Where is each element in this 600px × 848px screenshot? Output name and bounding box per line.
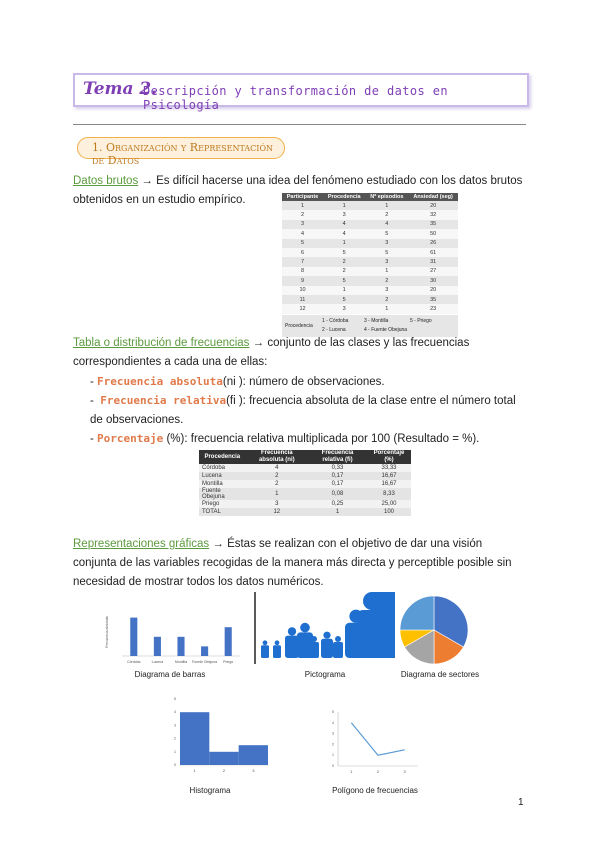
tick-label: Córdoba	[127, 660, 141, 664]
table-cell: 5	[323, 276, 365, 285]
pie-chart	[396, 592, 480, 668]
table-cell: Córdoba	[199, 464, 246, 472]
y-tick-label: 0	[332, 764, 334, 768]
section-heading: 1. Organización y Representación de Datos	[92, 141, 274, 167]
y-tick-label: 5	[332, 710, 334, 714]
table-cell: 5	[323, 295, 365, 304]
table-cell: 2	[365, 295, 408, 304]
abbr: (ni ):	[222, 376, 250, 388]
table-cell: 11	[282, 295, 323, 304]
y-tick-label: 4	[174, 710, 176, 715]
bar	[154, 637, 161, 656]
table-cell: 1	[323, 239, 365, 248]
table-row	[199, 472, 411, 480]
tick-label: 3	[252, 768, 255, 773]
table-cell: Lucena	[199, 472, 246, 480]
raw-data-table	[282, 193, 458, 314]
frequency-polygon	[310, 700, 425, 784]
table-row	[282, 201, 458, 210]
desc: número de observaciones.	[249, 376, 385, 388]
bar	[201, 646, 208, 656]
table-cell: 1	[246, 488, 308, 500]
y-tick-label: 1	[174, 749, 176, 754]
table-cell: 25,00	[367, 500, 411, 508]
table-cell: 0,17	[308, 480, 367, 488]
table-row	[282, 248, 458, 257]
table-cell: 61	[408, 248, 458, 257]
legend-item: 5 - Priego	[410, 317, 432, 324]
table-cell: 5	[365, 229, 408, 238]
table-cell: 5	[282, 239, 323, 248]
page-number: 1	[518, 797, 524, 808]
list-item: - Porcentaje (%): frecuencia relativa multiplicada por 100 (Resultado = %).	[90, 432, 480, 445]
legend-item: 2 - Lucena	[322, 326, 346, 333]
table-cell: 1	[323, 286, 365, 295]
table-cell: 31	[408, 257, 458, 266]
person-icon-head	[335, 636, 341, 642]
person-icon-head	[300, 623, 310, 633]
table-cell: 7	[282, 257, 323, 266]
pictogram	[253, 592, 395, 668]
table-cell: 0,33	[308, 464, 367, 472]
y-tick-label: 3	[174, 723, 176, 728]
table-cell: 5	[323, 248, 365, 257]
desc: frecuencia absoluta de la clase entre el número total de observaciones.	[90, 395, 516, 426]
table-cell: 33,33	[367, 464, 411, 472]
tabla-text: conjunto de las clases y las frecuencias correspondientes a cada una de ellas:	[73, 337, 470, 368]
table-row	[282, 295, 458, 304]
table-cell: 3	[365, 257, 408, 266]
table-cell: 23	[408, 304, 458, 313]
histogram	[150, 693, 272, 783]
table-cell: 3	[282, 220, 323, 229]
representaciones-paragraph	[73, 535, 523, 592]
datos-brutos-term: Datos brutos	[73, 175, 139, 187]
tick-label: Priego	[223, 660, 234, 664]
abbr: (%):	[163, 433, 191, 445]
person-icon-head	[311, 636, 317, 642]
tick-label: 1	[350, 769, 353, 774]
table-cell: 9	[282, 276, 323, 285]
tick-label: 2	[376, 769, 380, 774]
table-cell: 16,67	[367, 472, 411, 480]
arrow: →	[138, 175, 157, 187]
table-row	[282, 257, 458, 266]
table-cell: 50	[408, 229, 458, 238]
chapter-title-box	[73, 73, 529, 112]
table-cell: 12	[282, 304, 323, 313]
column-header: Porcentaje (%)	[367, 450, 411, 464]
table-cell: 1	[365, 304, 408, 313]
table-cell: 12	[246, 508, 308, 516]
table-cell: 1	[365, 267, 408, 276]
table-cell: 4	[365, 220, 408, 229]
table-cell: 35	[408, 220, 458, 229]
table-cell: 8,33	[367, 488, 411, 500]
table-cell: 1	[365, 201, 408, 210]
histogram-bar	[239, 745, 268, 765]
table-cell: 20	[408, 201, 458, 210]
divider	[73, 124, 526, 125]
table-cell: TOTAL	[199, 508, 246, 516]
table-cell: Priego	[199, 500, 246, 508]
table-cell: 2	[365, 210, 408, 219]
histogram-bar	[180, 712, 209, 765]
representaciones-text: Éstas se realizan con el objetivo de dar una visión conjunta de las variables recogidas de la manera más directa y perceptible posible sin necesidad de mostrar todos los datos numéricos.	[73, 538, 512, 588]
legend-label: Procedencia	[285, 322, 313, 329]
representaciones-term: Representaciones gráficas	[73, 538, 210, 550]
column-header: Frecuencia relativa (fi)	[308, 450, 367, 464]
table-cell: Fuente Obejuna	[199, 488, 246, 500]
table-cell: 1	[308, 508, 367, 516]
y-tick-label: 2	[332, 742, 334, 747]
y-axis-label: Frecuencia absoluta	[105, 616, 109, 648]
arrow: →	[209, 538, 228, 550]
table-cell: 26	[408, 239, 458, 248]
table-cell: 6	[282, 248, 323, 257]
y-tick-label: 1	[332, 753, 334, 758]
y-tick-label: 0	[174, 763, 176, 767]
tick-label: 2	[222, 768, 226, 773]
table-cell: 100	[367, 508, 411, 516]
table-cell: 35	[408, 295, 458, 304]
table-row	[199, 488, 411, 500]
table-row	[282, 304, 458, 313]
person-icon	[273, 645, 281, 658]
table-row	[282, 267, 458, 276]
tabla-paragraph	[73, 334, 523, 372]
frequency-polygon-caption: Polígono de frecuencias	[332, 786, 418, 795]
person-icon	[285, 636, 299, 658]
table-cell: 3	[246, 500, 308, 508]
table-cell: 8	[282, 267, 323, 276]
tick-label: Lucena	[151, 660, 164, 664]
person-icon	[371, 592, 395, 658]
table-cell: 3	[323, 210, 365, 219]
table-cell: 0,25	[308, 500, 367, 508]
table-row	[199, 508, 411, 516]
table-cell: 32	[408, 210, 458, 219]
person-icon-head	[288, 627, 296, 635]
table-cell: 5	[365, 248, 408, 257]
person-icon-head	[323, 632, 330, 639]
histogram-caption: Histograma	[189, 786, 231, 795]
person-icon	[261, 645, 269, 658]
term-porcentaje: Porcentaje	[97, 432, 164, 445]
list-item: - Frecuencia absoluta(ni ): número de observaciones.	[90, 375, 385, 388]
table-row	[199, 500, 411, 508]
table-cell: 3	[365, 239, 408, 248]
frequency-table-container	[199, 450, 411, 516]
bar-chart	[100, 598, 248, 668]
y-tick-label: 5	[174, 697, 176, 701]
person-icon	[309, 642, 319, 658]
table-cell: 2	[323, 257, 365, 266]
table-cell: 3	[365, 286, 408, 295]
table-cell: 30	[408, 276, 458, 285]
table-cell: 2	[246, 480, 308, 488]
tick-label: 1	[193, 768, 196, 773]
table-cell: 2	[246, 472, 308, 480]
chapter-number: Tema 2.	[83, 79, 158, 99]
pictogram-caption: Pictograma	[304, 670, 346, 679]
section-heading-box	[77, 137, 285, 167]
bar	[130, 618, 137, 656]
y-tick-label: 3	[332, 731, 334, 736]
table-row	[199, 464, 411, 472]
column-header: Participante	[282, 193, 323, 201]
column-header: Procedencia	[323, 193, 365, 201]
person-icon-head	[263, 640, 268, 645]
column-header: Frecuencia absoluta (ni)	[246, 450, 308, 464]
column-header: Ansiedad (seg)	[408, 193, 458, 201]
histogram-bar	[209, 752, 238, 765]
frequency-table	[199, 450, 411, 516]
table-row	[282, 239, 458, 248]
legend-item: 3 - Montilla	[364, 317, 389, 324]
table-row	[282, 229, 458, 238]
bar	[177, 637, 184, 656]
pie-slice	[400, 596, 434, 630]
list-item: - Frecuencia relativa(fi ): frecuencia absoluta de la clase entre el número total de observaciones.	[90, 394, 516, 426]
table-cell: 2	[282, 210, 323, 219]
tick-label: 3	[403, 769, 406, 774]
table-row	[282, 220, 458, 229]
table-cell: 2	[323, 267, 365, 276]
pie-chart-caption: Diagrama de sectores	[400, 670, 480, 679]
table-row	[282, 286, 458, 295]
legend-item: 1 - Córdoba	[322, 317, 349, 324]
table-cell: Montilla	[199, 480, 246, 488]
table-cell: 4	[323, 220, 365, 229]
bar	[225, 627, 232, 656]
tabla-term: Tabla o distribución de frecuencias	[73, 337, 250, 349]
tick-label: Fuente Obejuna	[192, 660, 218, 664]
bar-chart-caption: Diagrama de barras	[134, 670, 206, 679]
table-cell: 1	[282, 201, 323, 210]
table-cell: 27	[408, 267, 458, 276]
chapter-title: Descripción y transformación de datos en Psicología	[143, 84, 448, 112]
column-header: Procedencia	[199, 450, 246, 464]
table-cell: 4	[323, 229, 365, 238]
abbr: (fi ):	[226, 395, 250, 407]
term-frecuencia-relativa: Frecuencia relativa	[100, 394, 227, 407]
table-cell: 16,67	[367, 480, 411, 488]
y-tick-label: 4	[332, 720, 334, 725]
table-cell: 4	[246, 464, 308, 472]
table-cell: 3	[323, 304, 365, 313]
legend-item: 4 - Fuente Obejuna	[364, 326, 408, 333]
table-cell: 2	[365, 276, 408, 285]
arrow: →	[249, 337, 268, 349]
column-header: Nº episodios	[365, 193, 408, 201]
table-row	[199, 480, 411, 488]
y-tick-label: 2	[174, 736, 176, 741]
series-line	[351, 723, 404, 755]
raw-data-table-container	[282, 193, 458, 337]
table-cell: 1	[323, 201, 365, 210]
table-row	[282, 276, 458, 285]
datos-brutos-text: Es difícil hacerse una idea del fenómeno estudiado con los datos brutos obtenidos en un estudio empírico.	[73, 175, 523, 206]
table-row	[282, 210, 458, 219]
table-cell: 0,08	[308, 488, 367, 500]
person-icon-head	[275, 640, 280, 645]
person-icon	[321, 639, 333, 658]
table-cell: 20	[408, 286, 458, 295]
table-cell: 0,17	[308, 472, 367, 480]
table-cell: 10	[282, 286, 323, 295]
term-frecuencia-absoluta: Frecuencia absoluta	[97, 375, 223, 388]
tick-label: Montilla	[174, 660, 188, 664]
person-icon	[333, 642, 343, 658]
desc: frecuencia relativa multiplicada por 100 (Resultado = %).	[190, 433, 480, 445]
table-cell: 4	[282, 229, 323, 238]
